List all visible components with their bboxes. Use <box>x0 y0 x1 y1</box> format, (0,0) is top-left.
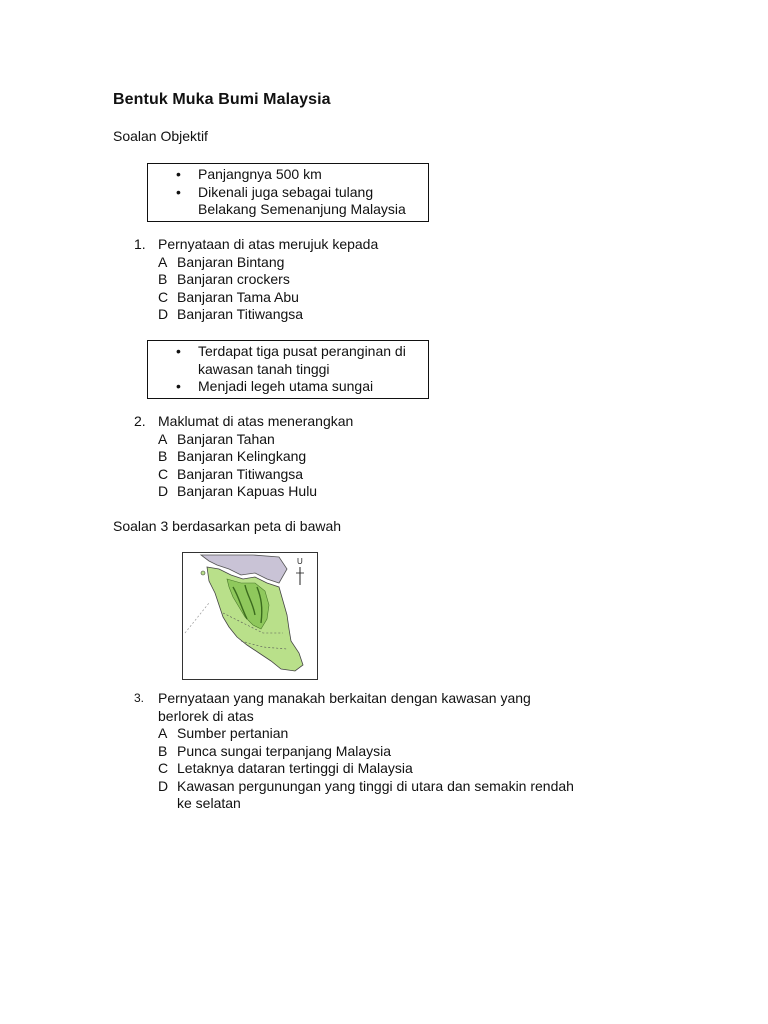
option-text: Banjaran crockers <box>177 271 290 287</box>
question-2 <box>134 413 594 501</box>
option-text: Banjaran Kelingkang <box>177 448 307 464</box>
option-letter: A <box>158 253 168 270</box>
option-text: Banjaran Tama Abu <box>177 288 299 305</box>
option-c[interactable] <box>134 289 594 307</box>
option-text: Letaknya dataran tertinggi di Malaysia <box>177 760 413 776</box>
question-stem: Pernyataan di atas merujuk kepada <box>158 236 379 252</box>
option-d[interactable] <box>134 306 594 324</box>
option-b[interactable] <box>134 743 594 761</box>
option-letter: B <box>158 448 168 464</box>
info-bullet: • Menjadi legeh utama sungai <box>148 378 422 396</box>
option-letter: B <box>158 271 168 287</box>
option-text: Banjaran Kapuas Hulu <box>177 483 318 499</box>
option-letter: D <box>158 483 169 499</box>
map-illustration <box>183 553 317 679</box>
option-text: Banjaran Tahan <box>177 430 275 447</box>
info-box-1 <box>147 163 429 222</box>
pointer-line <box>185 603 209 633</box>
info-bullet: • Terdapat tiga pusat peranginan di kawasan tanah tinggi <box>148 343 418 378</box>
option-c[interactable] <box>134 466 594 484</box>
option-letter: D <box>158 777 169 794</box>
option-text: Banjaran Titiwangsa <box>177 465 304 482</box>
compass-label: U <box>297 557 303 566</box>
option-a[interactable] <box>134 725 594 743</box>
info-bullet: • Dikenali juga sebagai tulang Belakang Semenanjung Malaysia <box>148 184 418 219</box>
option-c[interactable] <box>134 760 594 778</box>
question-stem: Pernyataan yang manakah berkaitan dengan kawasan yang berlorek di atas <box>158 690 531 724</box>
option-letter: C <box>158 465 169 482</box>
map-intro: Soalan 3 berdasarkan peta di bawah <box>113 518 342 534</box>
section-label: Soalan Objektif <box>113 128 208 144</box>
option-letter: D <box>158 306 169 322</box>
option-d[interactable] <box>134 778 577 813</box>
option-letter: B <box>158 742 168 759</box>
option-text: Kawasan pergunungan yang tinggi di utara dan semakin rendah ke selatan <box>177 777 574 811</box>
question-1 <box>134 236 594 324</box>
question-stem: Maklumat di atas menerangkan <box>158 413 354 429</box>
info-box-2 <box>147 340 429 399</box>
option-text: Banjaran Bintang <box>177 253 285 270</box>
question-number: 3. <box>134 691 145 705</box>
option-a[interactable] <box>134 431 594 449</box>
peninsular-malaysia-map <box>182 552 318 680</box>
question-3 <box>134 690 594 813</box>
option-text: Banjaran Titiwangsa <box>177 306 304 322</box>
option-b[interactable] <box>134 271 594 289</box>
option-letter: C <box>158 760 169 776</box>
option-b[interactable] <box>134 448 594 466</box>
info-bullet: • Panjangnya 500 km <box>148 166 422 184</box>
option-a[interactable] <box>134 254 594 272</box>
option-text: Punca sungai terpanjang Malaysia <box>177 742 392 759</box>
question-number: 2. <box>134 413 146 429</box>
option-letter: A <box>158 430 168 447</box>
question-number: 1. <box>134 236 146 252</box>
option-d[interactable] <box>134 483 594 501</box>
island <box>201 571 205 575</box>
option-letter: A <box>158 725 168 741</box>
page-title: Bentuk Muka Bumi Malaysia <box>113 91 331 108</box>
option-letter: C <box>158 288 169 305</box>
option-text: Sumber pertanian <box>177 725 289 741</box>
